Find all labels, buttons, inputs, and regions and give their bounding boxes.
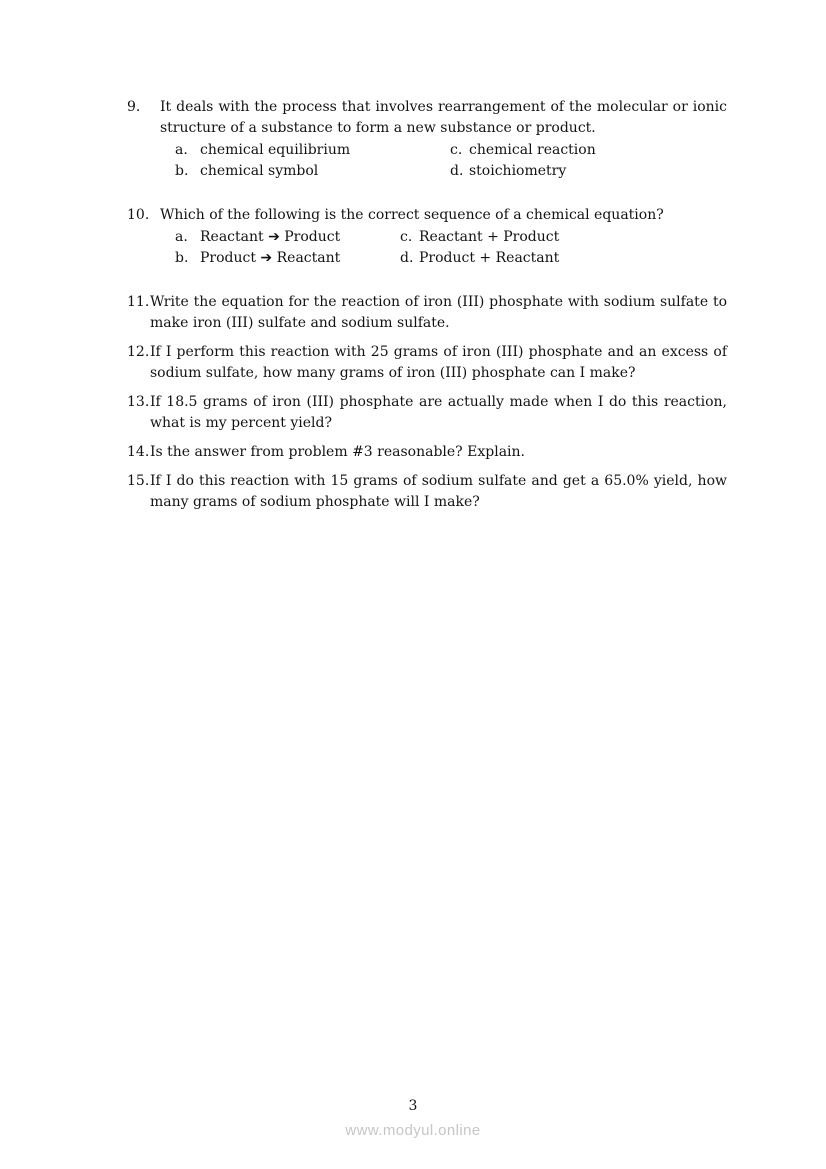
page-footer [0,1096,826,1141]
question-9-block [127,97,727,182]
choice-c [450,140,727,161]
choice-a [175,140,450,161]
page-number: 3 [408,1098,418,1114]
question-9-stem [127,97,727,139]
choice-text: Product ➔ Reactant [200,250,341,266]
choice-label: d. [400,250,414,266]
question-number: 11. [127,294,150,310]
question-number: 14. [127,444,150,460]
question-text: Which of the following is the correct sequence of a chemical equation? [160,207,664,223]
question-number: 10. [127,207,150,223]
choice-label: c. [400,229,413,245]
question-text: Write the equation for the reaction of iron (III) phosphate with sodium sulfate to make iron (III) sulfate and sodium sulfate. [150,294,727,331]
open-questions-list [127,292,727,513]
choices-list [127,227,727,269]
choice-label: b. [175,163,189,179]
question-text: If I perform this reaction with 25 grams of iron (III) phosphate and an excess of sodium sulfate, how many grams of iron (III) phosphate can I make? [150,344,727,381]
choice-d [450,161,727,182]
choice-row [175,248,727,269]
question-10-block [127,205,727,269]
choice-row [175,161,727,182]
question-14 [127,442,727,463]
choice-text: chemical symbol [200,163,319,179]
choice-text: stoichiometry [469,163,567,179]
choice-text: chemical equilibrium [200,142,351,158]
choice-row [175,227,727,248]
choice-label: a. [175,229,188,245]
watermark-text: www.modyul.online [345,1122,481,1139]
question-text: Is the answer from problem #3 reasonable? Explain. [150,444,525,460]
question-number: 13. [127,394,150,410]
question-10-stem [127,205,727,226]
choice-text: chemical reaction [469,142,596,158]
question-text: If 18.5 grams of iron (III) phosphate are actually made when I do this reaction, what is my percent yield? [150,394,727,431]
choice-text: Product + Reactant [419,250,560,266]
choices-list [127,140,727,182]
choice-label: a. [175,142,188,158]
question-13 [127,392,727,434]
choice-label: d. [450,163,464,179]
question-text: It deals with the process that involves rearrangement of the molecular or ionic structure of a substance to form a new substance or product. [160,99,727,136]
choice-text: Reactant + Product [419,229,560,245]
choice-row [175,140,727,161]
question-number: 9. [127,99,141,115]
question-text: If I do this reaction with 15 grams of sodium sulfate and get a 65.0% yield, how many grams of sodium phosphate will I make? [150,473,727,510]
question-number: 12. [127,344,150,360]
choice-label: b. [175,250,189,266]
choice-a [175,227,400,248]
question-12 [127,342,727,384]
choice-label: c. [450,142,463,158]
choice-d [400,248,727,269]
choice-c [400,227,727,248]
choice-b [175,248,400,269]
question-number: 15. [127,473,150,489]
choice-b [175,161,450,182]
question-11 [127,292,727,334]
question-15 [127,471,727,513]
choice-text: Reactant ➔ Product [200,229,341,245]
